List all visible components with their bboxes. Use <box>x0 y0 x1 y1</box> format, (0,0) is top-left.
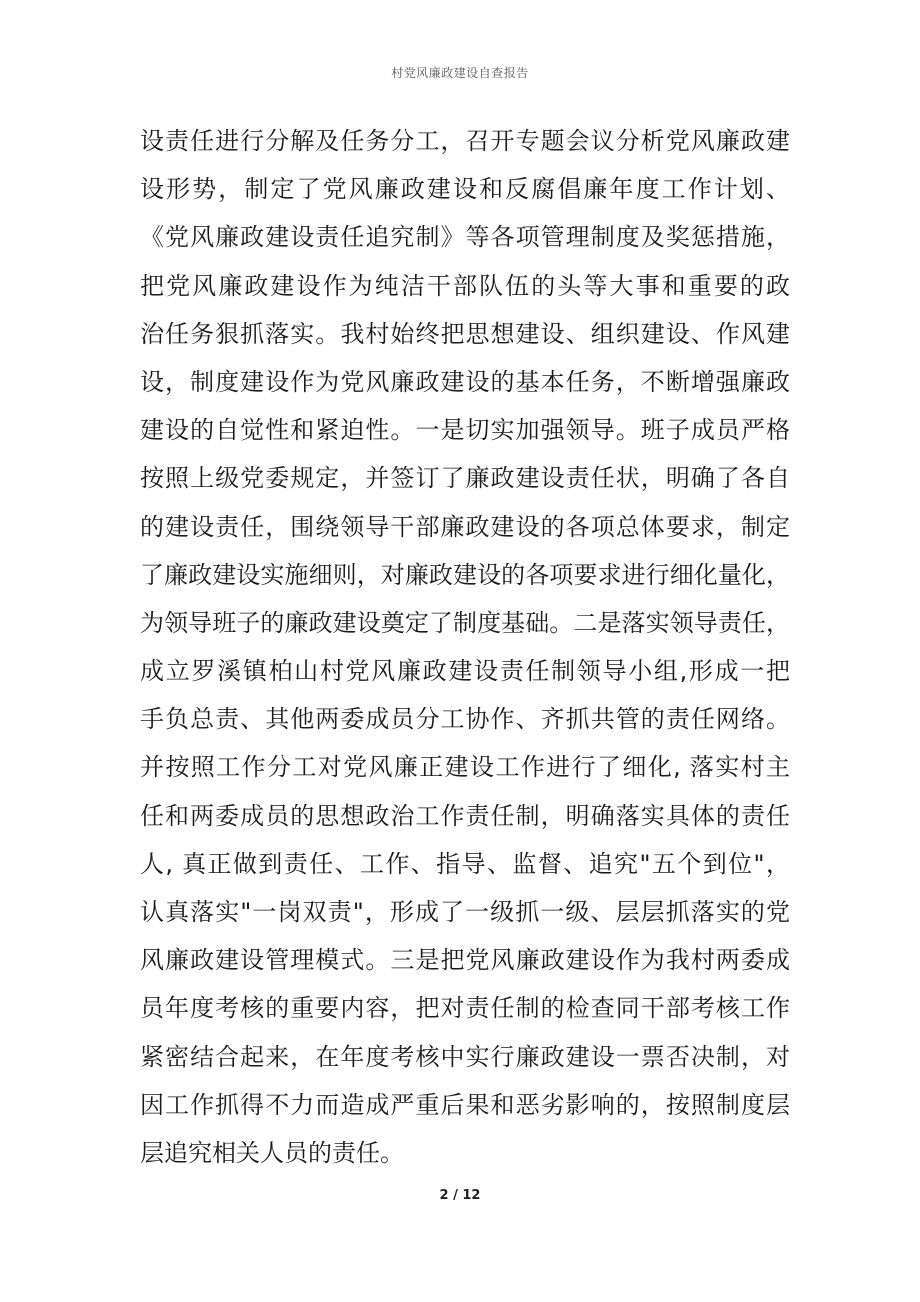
text-line: 治任务狠抓落实。我村始终把思想建设、组织建设、作风建 <box>140 319 790 348</box>
text-line: 设，制度建设作为党风廉政建设的基本任务，不断增强廉政 <box>140 367 790 396</box>
text-line: 了廉政建设实施细则，对廉政建设的各项要求进行细化量化， <box>140 560 790 589</box>
page-header: 村党风廉政建设自查报告 <box>391 66 529 80</box>
text-line: 设责任进行分解及任务分工，召开专题会议分析党风廉政建 <box>140 127 790 155</box>
text-line: 设形势，制定了党风廉政建设和反腐倡廉年度工作计划、 <box>140 175 790 204</box>
text-line: 层追究相关人员的责任。 <box>140 1138 404 1167</box>
text-line: 人, 真正做到责任、工作、指导、监督、追究"五个到位"， <box>140 849 790 878</box>
text-line: 认真落实"一岗双责"，形成了一级抓一级、层层抓落实的党 <box>140 898 790 926</box>
text-line: 的建设责任，围绕领导干部廉政建设的各项总体要求，制定 <box>140 512 790 541</box>
text-line: 任和两委成员的思想政治工作责任制，明确落实具体的责任 <box>140 801 790 830</box>
text-line: 建设的自觉性和紧迫性。一是切实加强领导。班子成员严格 <box>140 416 790 445</box>
text-line: 为领导班子的廉政建设奠定了制度基础。二是落实领导责任， <box>140 608 790 637</box>
page-number: 2 / 12 <box>439 1188 481 1203</box>
text-line: 员年度考核的重要内容，把对责任制的检查同干部考核工作 <box>140 994 790 1023</box>
text-line: 因工作抓得不力而造成严重后果和恶劣影响的，按照制度层 <box>140 1090 790 1119</box>
body-paragraph <box>140 117 790 1177</box>
text-line: 把党风廉政建设作为纯洁干部队伍的头等大事和重要的政 <box>140 271 790 300</box>
text-line: 并按照工作分工对党风廉正建设工作进行了细化, 落实村主 <box>140 753 790 782</box>
text-line: 手负总责、其他两委成员分工协作、齐抓共管的责任网络。 <box>140 705 790 734</box>
text-line: 《党风廉政建设责任追究制》等各项管理制度及奖惩措施， <box>140 223 790 252</box>
text-line: 风廉政建设管理模式。三是把党风廉政建设作为我村两委成 <box>140 946 790 975</box>
text-line: 按照上级党委规定，并签订了廉政建设责任状，明确了各自 <box>140 464 790 493</box>
text-line: 成立罗溪镇柏山村党风廉政建设责任制领导小组,形成一把 <box>140 657 790 686</box>
text-line: 紧密结合起来，在年度考核中实行廉政建设一票否决制，对 <box>140 1042 790 1071</box>
